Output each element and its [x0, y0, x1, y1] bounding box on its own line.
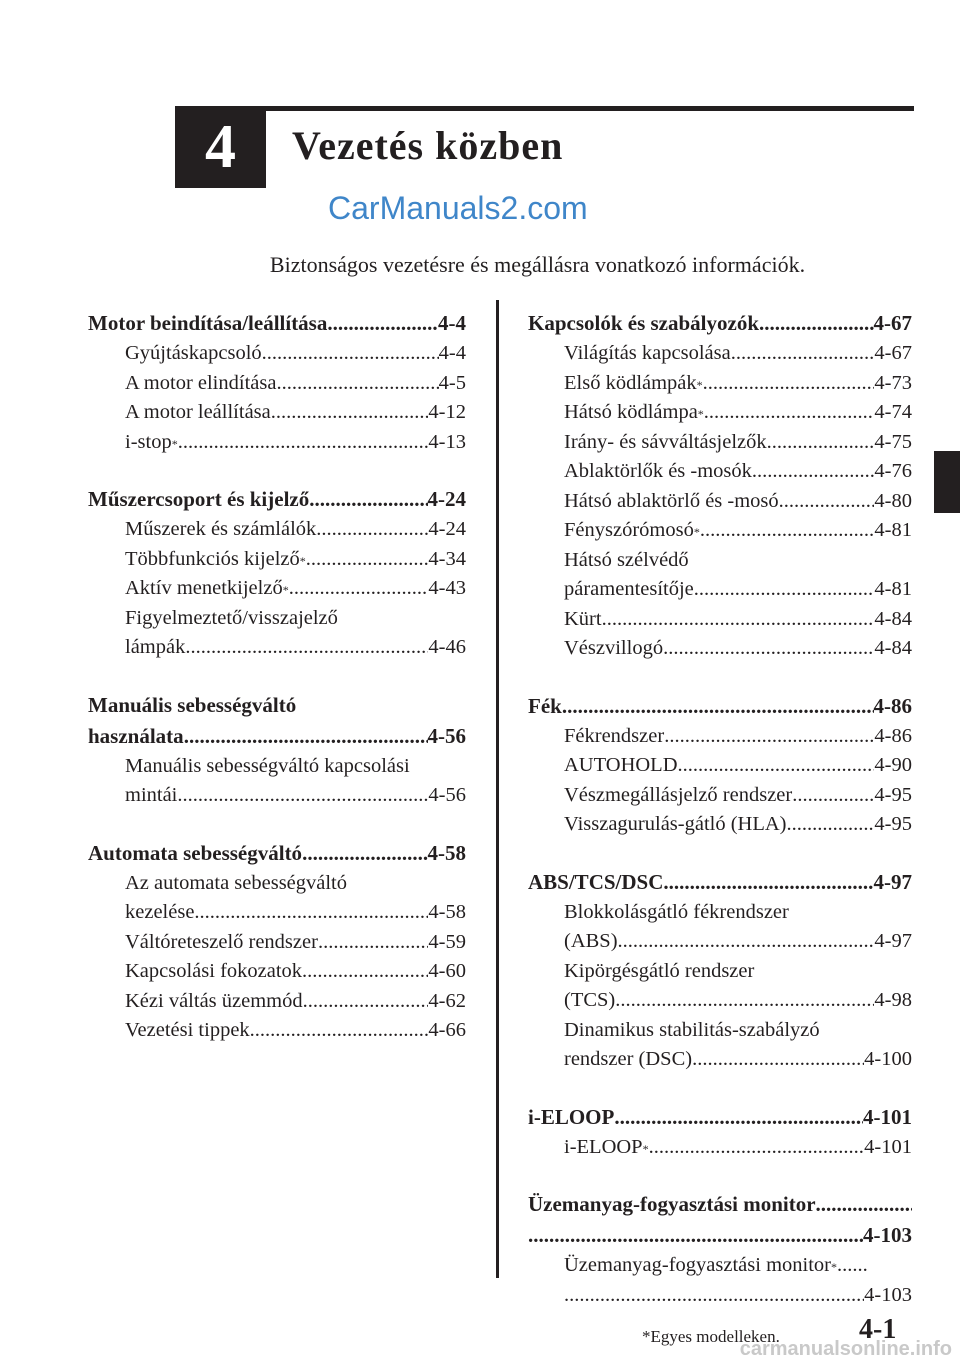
toc-section	[88, 308, 466, 457]
toc-dot-leader	[303, 987, 429, 1017]
toc-entry-text: Vezetési tippek	[125, 1019, 250, 1041]
toc-heading-line[interactable]	[88, 308, 466, 339]
toc-dot-leader	[704, 398, 875, 428]
toc-entry-text: Vészvillogó	[564, 637, 664, 659]
toc-entry-text: Fényszórómosó	[564, 519, 694, 541]
toc-heading-line[interactable]	[88, 721, 466, 752]
toc-entry-line[interactable]	[528, 575, 912, 605]
toc-dot-leader	[178, 428, 429, 458]
toc-entry-text: Irány- és sávváltásjelzők	[564, 430, 767, 453]
toc-entry-text: Első ködlámpák	[564, 371, 697, 394]
toc-page-ref: 4-100	[864, 1048, 912, 1070]
toc-entry-line[interactable]	[528, 546, 912, 576]
chapter-side-tab	[934, 451, 960, 513]
watermark-logo: CarManuals2.com	[328, 190, 588, 226]
toc-dot-leader	[692, 1045, 864, 1075]
toc-leader-tail: ......	[836, 1254, 868, 1276]
toc-page-ref: 4-67	[874, 342, 912, 364]
toc-entry-line[interactable]	[88, 339, 466, 369]
toc-dot-leader	[185, 633, 428, 663]
toc-page-ref: 4-101	[863, 1104, 912, 1129]
toc-entry-line[interactable]	[528, 722, 912, 752]
toc-entry-text: Váltóreteszelő rendszer	[125, 930, 318, 953]
toc-page-ref: 4-95	[874, 813, 912, 835]
toc-dot-leader	[194, 898, 428, 928]
toc-section	[528, 867, 912, 1075]
toc-entry-line[interactable]	[88, 898, 466, 928]
toc-page-ref: 4-75	[874, 430, 912, 453]
toc-entry-text: Világítás kapcsolása	[564, 342, 731, 364]
toc-dot-leader	[618, 927, 875, 957]
toc-entry-text: Hátsó ködlámpa	[564, 401, 698, 423]
toc-dot-leader	[694, 575, 875, 605]
toc-entry-line[interactable]	[88, 752, 466, 782]
toc-heading-text: ABS/TCS/DSC	[528, 869, 664, 894]
toc-page-ref: 4-86	[874, 724, 912, 747]
toc-heading-line[interactable]	[88, 484, 466, 515]
toc-heading-text: i-ELOOP	[528, 1104, 615, 1129]
toc-dot-leader	[759, 308, 873, 339]
toc-section	[528, 308, 912, 664]
toc-dot-leader	[614, 1102, 863, 1133]
toc-entry-line[interactable]	[88, 369, 466, 399]
toc-section	[88, 690, 466, 811]
toc-entry-text: Az automata sebességváltó	[125, 871, 348, 894]
toc-page-ref: 4-56	[428, 784, 466, 806]
toc-entry-line[interactable]: Aktív menetkijelző * ..... 4-43	[88, 574, 466, 604]
toc-entry-text: (ABS)	[564, 930, 618, 952]
toc-dot-leader	[700, 516, 875, 546]
toc-entry-line[interactable]	[528, 957, 912, 987]
toc-page-ref: 4-81	[874, 578, 912, 600]
toc-page-ref: 4-60	[428, 960, 466, 982]
toc-page-ref: 4-12	[428, 401, 466, 423]
toc-entry-line[interactable]	[528, 1281, 912, 1311]
toc-heading-text: Motor beindítása/leállítása	[88, 311, 328, 335]
toc-entry-text: Visszagurulás-gátló (HLA)	[564, 813, 787, 835]
toc-dot-leader	[327, 308, 438, 339]
toc-section	[88, 484, 466, 663]
toc-entry-text: Gyújtáskapcsoló	[125, 342, 262, 364]
chapter-top-rule	[266, 106, 914, 111]
toc-entry-text: i-stop	[125, 430, 172, 453]
toc-dot-leader	[276, 369, 438, 399]
toc-page-ref: 4-97	[873, 869, 912, 894]
toc-page-ref: 4-5	[438, 371, 466, 394]
toc-entry-line[interactable]	[528, 1016, 912, 1046]
toc-heading-line[interactable]	[528, 691, 912, 722]
bottom-watermark: carmanualsonline.info	[739, 1338, 952, 1360]
toc-entry-text: Ablaktörlők és -mosók	[564, 460, 752, 482]
toc-dot-leader	[663, 867, 873, 898]
toc-entry-line[interactable]: Hátsó ködlámpa * ..... 4-74	[528, 398, 912, 428]
toc-dot-leader	[289, 574, 429, 604]
toc-dot-leader	[731, 339, 875, 369]
toc-entry-line[interactable]	[88, 1016, 466, 1046]
chapter-number: 4	[175, 106, 266, 188]
toc-dot-leader	[767, 428, 875, 458]
toc-dot-leader	[250, 1016, 429, 1046]
toc-dot-leader	[649, 1133, 865, 1163]
toc-entry-text: Kézi váltás üzemmód	[125, 989, 303, 1012]
toc-heading-text: Műszercsoport és kijelző	[88, 487, 310, 511]
toc-entry-line[interactable]	[88, 987, 466, 1017]
footnote: *Egyes modelleken.	[642, 1327, 780, 1346]
toc-entry-text: i-ELOOP	[564, 1135, 643, 1158]
toc-entry-line[interactable]	[528, 986, 912, 1016]
toc-entry-text: lámpák	[125, 636, 186, 658]
page-number: 4-1	[859, 1314, 897, 1345]
toc-page-ref: 4-73	[874, 371, 912, 394]
toc-dot-leader	[177, 781, 428, 811]
toc-dot-leader	[528, 1220, 863, 1251]
toc-entry-line[interactable]	[88, 633, 466, 663]
toc-heading-text: Manuális sebességváltó	[88, 692, 297, 717]
toc-page-ref: 4-43	[428, 577, 466, 599]
toc-page-ref: 4-95	[874, 783, 912, 806]
toc-page-ref: 4-74	[874, 401, 912, 423]
toc-entry-line[interactable]: Fényszórómosó * ..... 4-81	[528, 516, 912, 546]
toc-entry-text: AUTOHOLD	[564, 754, 678, 776]
toc-entry-text: páramentesítője	[564, 578, 694, 600]
toc-page-ref: 4-62	[428, 989, 466, 1012]
toc-dot-leader	[302, 838, 427, 869]
toc-page-ref: 4-46	[428, 636, 466, 658]
toc-entry-text: (TCS)	[564, 989, 616, 1011]
toc-entry-text: Dinamikus stabilitás-szabályzó	[564, 1018, 820, 1041]
toc-entry-line[interactable]	[528, 339, 912, 369]
toc-entry-line[interactable]	[528, 781, 912, 811]
toc-dot-leader	[678, 751, 875, 781]
toc-heading-line[interactable]	[88, 838, 466, 869]
toc-dot-leader	[602, 605, 875, 635]
toc-entry-line[interactable]	[88, 781, 466, 811]
toc-entry-line[interactable]: Üzemanyag-fogyasztási monitor * ......	[528, 1251, 912, 1281]
toc-dot-leader	[302, 957, 428, 987]
toc-entry-text: Kürt	[564, 607, 602, 630]
toc-entry-text: Manuális sebességváltó kapcsolási	[125, 754, 410, 777]
toc-heading-line[interactable]	[528, 1189, 912, 1220]
toc-page-ref: 4-84	[874, 607, 912, 630]
toc-dot-leader	[184, 721, 428, 752]
toc-page-ref: 4-13	[428, 430, 466, 453]
toc-page-ref: 4-80	[874, 489, 912, 512]
toc-page-ref: 4-59	[428, 930, 466, 953]
toc-page-ref: 4-24	[427, 487, 466, 511]
toc-dot-leader	[562, 691, 874, 722]
toc-section	[528, 691, 912, 840]
toc-page-ref: 4-58	[428, 901, 466, 923]
toc-entry-text: Hátsó szélvédő	[564, 548, 689, 571]
toc-left-column	[88, 308, 466, 1073]
toc-entry-text: Aktív menetkijelző	[125, 577, 283, 599]
toc-entry-text: mintái	[125, 784, 178, 806]
toc-entry-line[interactable]	[528, 1045, 912, 1075]
chapter-title: Vezetés közben	[292, 123, 564, 168]
toc-entry-line[interactable]: i-ELOOP * ..... 4-101	[528, 1133, 912, 1163]
toc-dot-leader	[816, 1189, 912, 1220]
toc-entry-line[interactable]	[528, 927, 912, 957]
toc-page-ref: 4-76	[874, 460, 912, 482]
toc-entry-text: Többfunkciós kijelző	[125, 547, 300, 570]
toc-page-ref: 4-24	[428, 518, 466, 540]
toc-entry-text: Üzemanyag-fogyasztási monitor	[564, 1254, 831, 1276]
toc-entry-text: Blokkolásgátló fékrendszer	[564, 900, 789, 923]
toc-dot-leader	[792, 781, 874, 811]
toc-entry-text: A motor leállítása	[125, 401, 271, 423]
toc-page-ref: 4-103	[864, 1283, 912, 1306]
toc-heading-line[interactable]	[88, 690, 466, 721]
toc-page-ref: 4-97	[874, 930, 912, 952]
toc-dot-leader	[664, 722, 874, 752]
toc-dot-leader	[306, 545, 429, 575]
toc-heading-line[interactable]	[528, 867, 912, 898]
toc-entry-line[interactable]	[88, 515, 466, 545]
toc-entry-text: Hátsó ablaktörlő és -mosó	[564, 489, 779, 512]
toc-heading-line[interactable]	[528, 308, 912, 339]
toc-page-ref: 4-81	[874, 519, 912, 541]
toc-section	[88, 838, 466, 1046]
toc-dot-leader	[316, 515, 428, 545]
toc-entry-line[interactable]	[528, 457, 912, 487]
toc-entry-text: Figyelmeztető/visszajelző	[125, 606, 338, 629]
toc-page-ref: 4-90	[874, 754, 912, 776]
toc-page-ref: 4-84	[874, 637, 912, 659]
toc-dot-leader	[703, 369, 875, 399]
toc-entry-line[interactable]	[88, 928, 466, 958]
toc-dot-leader	[271, 398, 429, 428]
toc-dot-leader	[787, 810, 875, 840]
toc-heading-text: Kapcsolók és szabályozók	[528, 311, 760, 335]
toc-dot-leader	[318, 928, 428, 958]
toc-section	[528, 1189, 912, 1310]
column-divider	[496, 300, 499, 1278]
toc-entry-line[interactable]: Első ködlámpák * ..... 4-73	[528, 369, 912, 399]
toc-page-ref: 4-98	[874, 989, 912, 1011]
toc-entry-line[interactable]: i-stop * ..... 4-13	[88, 428, 466, 458]
toc-page-ref: 4-101	[864, 1135, 912, 1158]
toc-entry-line[interactable]	[88, 604, 466, 634]
toc-entry-line[interactable]	[88, 869, 466, 899]
toc-page-ref: 4-4	[438, 342, 466, 364]
toc-entry-text: Műszerek és számlálók	[125, 518, 317, 540]
toc-dot-leader	[309, 484, 427, 515]
toc-entry-text: Vészmegállásjelző rendszer	[564, 783, 793, 806]
toc-page-ref: 4-58	[427, 840, 466, 865]
toc-dot-leader	[262, 339, 439, 369]
toc-page-ref: 4-103	[863, 1223, 912, 1247]
toc-dot-leader	[779, 487, 875, 517]
toc-entry-line[interactable]	[528, 605, 912, 635]
toc-right-column	[528, 308, 912, 1337]
toc-entry-text: kezelése	[125, 901, 195, 923]
toc-heading-text: használata	[88, 723, 184, 748]
toc-dot-leader	[752, 457, 875, 487]
toc-page-ref: 4-34	[428, 547, 466, 570]
toc-entry-text: Kipörgésgátló rendszer	[564, 959, 755, 982]
toc-entry-line[interactable]	[528, 487, 912, 517]
toc-heading-text: Fék	[528, 693, 562, 718]
toc-dot-leader	[615, 986, 874, 1016]
toc-dot-leader	[564, 1281, 864, 1311]
toc-heading-line[interactable]	[528, 1220, 912, 1251]
chapter-subtitle: Biztonságos vezetésre és megállásra vonatkozó információk.	[269, 252, 806, 277]
toc-entry-line[interactable]	[528, 751, 912, 781]
toc-entry-line[interactable]	[88, 957, 466, 987]
toc-entry-line[interactable]	[528, 810, 912, 840]
toc-heading-text: Üzemanyag-fogyasztási monitor	[528, 1192, 816, 1216]
toc-entry-text: Fékrendszer	[564, 724, 665, 747]
toc-heading-text: Automata sebességváltó	[88, 840, 303, 865]
toc-page-ref: 4-67	[873, 311, 912, 335]
toc-entry-text: Kapcsolási fokozatok	[125, 960, 303, 982]
toc-entry-line[interactable]	[528, 898, 912, 928]
toc-entry-line[interactable]	[528, 634, 912, 664]
toc-page-ref: 4-86	[873, 693, 912, 718]
toc-entry-line[interactable]: Többfunkciós kijelző * ..... 4-34	[88, 545, 466, 575]
toc-page-ref: 4-66	[428, 1019, 466, 1041]
toc-heading-line[interactable]	[528, 1102, 912, 1133]
toc-section	[528, 1102, 912, 1163]
toc-page-ref: 4-56	[427, 723, 466, 748]
toc-entry-line[interactable]	[88, 398, 466, 428]
toc-page-ref: 4-4	[438, 311, 466, 335]
toc-entry-text: A motor elindítása	[125, 371, 277, 394]
toc-dot-leader	[663, 634, 874, 664]
toc-entry-text: rendszer (DSC)	[564, 1048, 693, 1070]
toc-entry-line[interactable]	[528, 428, 912, 458]
